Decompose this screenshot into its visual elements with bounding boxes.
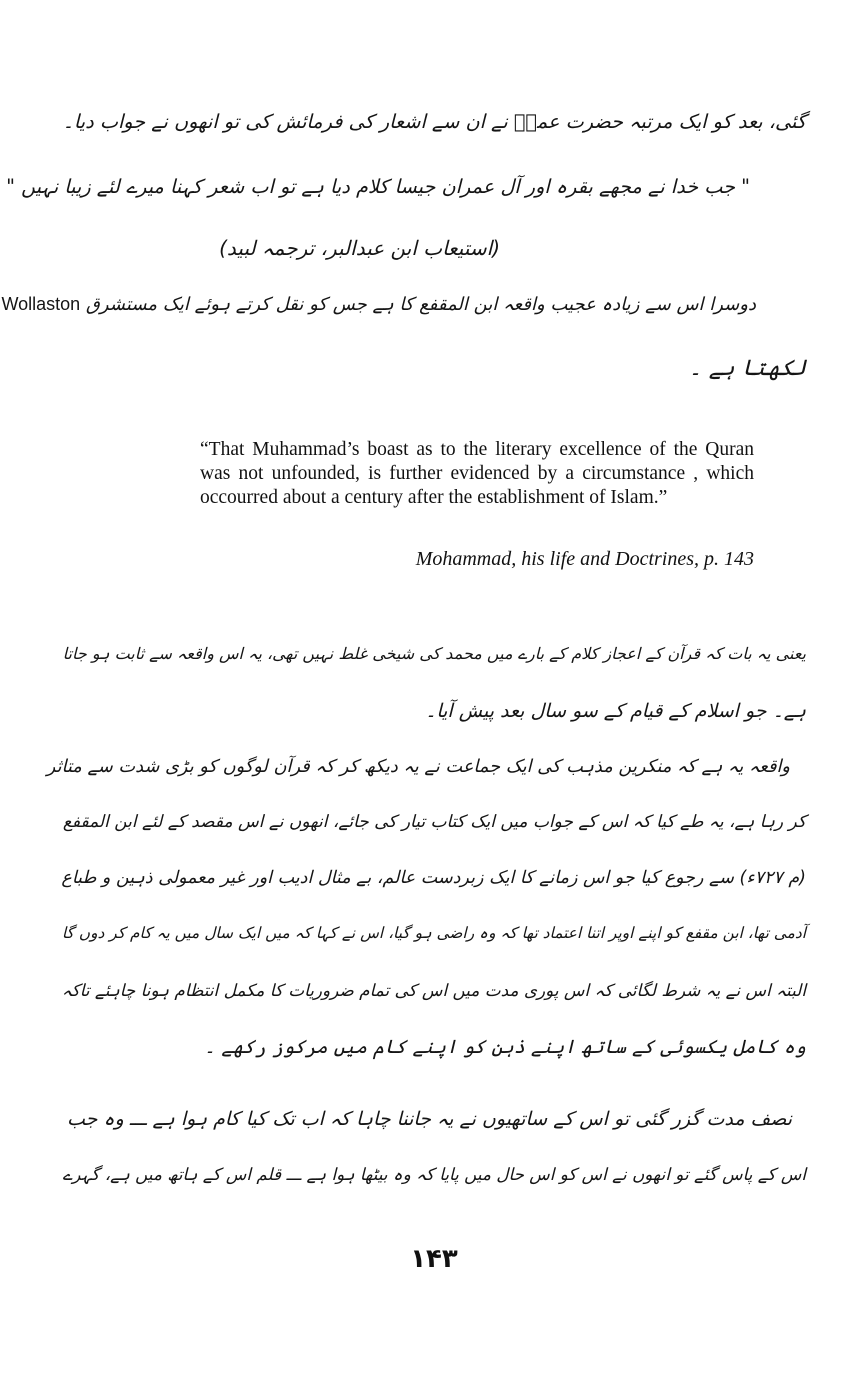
- quote-citation: Mohammad, his life and Doctrines, p. 143: [415, 548, 754, 570]
- latin-name-wollaston: Wollaston: [1, 294, 81, 314]
- urdu-top-line-1: گئی، بعد کو ایک مرتبہ حضرت عمرؓ نے ان سے اشعار کی فرمائش کی تو انھوں نے جواب دیا۔: [62, 110, 806, 133]
- urdu-top-line-5: لکھتا ہے ۔: [688, 356, 806, 381]
- english-quote: “That Muhammad’s boast as to the literary excellence of the Quran was not unfounded, is further evidenced by a circumstance , which occourred about a century after the establishment of Islam.”: [200, 439, 754, 508]
- urdu-body-line-8: وہ کامل یکسوئی کے ساتھ اپنے ذہن کو اپنے کام میں مرکوز رکھے ۔: [204, 1036, 806, 1058]
- urdu-body-line-6: آدمی تھا، ابن مقفع کو اپنے اوپر اتنا اعتماد تھا کہ وہ راضی ہو گیا، اس نے کہا کہ میں ایک سال میں یہ کام کر دوں گا: [61, 924, 806, 942]
- urdu-body-line-9: نصف مدت گزر گئی تو اس کے ساتھیوں نے یہ جاننا چاہا کہ اب تک کیا کام ہوا ہے ـــ وہ جب: [67, 1108, 792, 1130]
- urdu-body-line-4: کر رہا ہے، یہ طے کیا کہ اس کے جواب میں ایک کتاب تیار کی جائے، انھوں نے اس مقصد کے لئے ابن المقفع: [62, 812, 806, 832]
- urdu-top-line-4-text: دوسرا اس سے زیادہ عجیب واقعہ ابن المقفع کا ہے جس کو نقل کرتے ہوئے ایک مستشرق: [85, 294, 756, 315]
- urdu-body-line-10: اس کے پاس گئے تو انھوں نے اس کو اس حال میں پایا کہ وہ بیٹھا ہوا ہے ـــ قلم اس کے ہاتھ میں ہے، گہرے: [62, 1164, 806, 1184]
- urdu-body-line-1: یعنی یہ بات کہ قرآن کے اعجاز کلام کے بارے میں محمد کی شیخی غلط نہیں تھی، یہ اس واقعہ سے ثابت ہو جاتا: [62, 644, 806, 663]
- urdu-body-line-3: واقعہ یہ ہے کہ منکرین مذہب کی ایک جماعت نے یہ دیکھ کر کہ قرآن لوگوں کو بڑی شدت سے متاثر: [46, 756, 790, 777]
- urdu-body-line-5: (م ۷۲۷ء) سے رجوع کیا جو اس زمانے کا ایک زبردست عالم، بے مثال ادیب اور غیر معمولی ذہین و طباع: [61, 868, 806, 888]
- urdu-body-line-2: ہے۔ جو اسلام کے قیام کے سو سال بعد پیش آیا۔: [425, 700, 806, 722]
- urdu-top-line-4: [1, 294, 756, 316]
- urdu-top-line-3-citation: (استیعاب ابن عبدالبر، ترجمہ لبید): [219, 236, 500, 260]
- urdu-body-line-7: البتہ اس نے یہ شرط لگائی کہ اس پوری مدت میں اس کی تمام ضروریات کا مکمل انتظام ہونا چاہئے تاکہ: [61, 980, 806, 1000]
- page-number: ۱۴۳: [410, 1244, 458, 1274]
- urdu-top-line-2: " جب خدا نے مجھے بقرہ اور آل عمران جیسا کلام دیا ہے تو اب شعر کہنا میرے لئے زیبا نہیں ": [6, 175, 750, 198]
